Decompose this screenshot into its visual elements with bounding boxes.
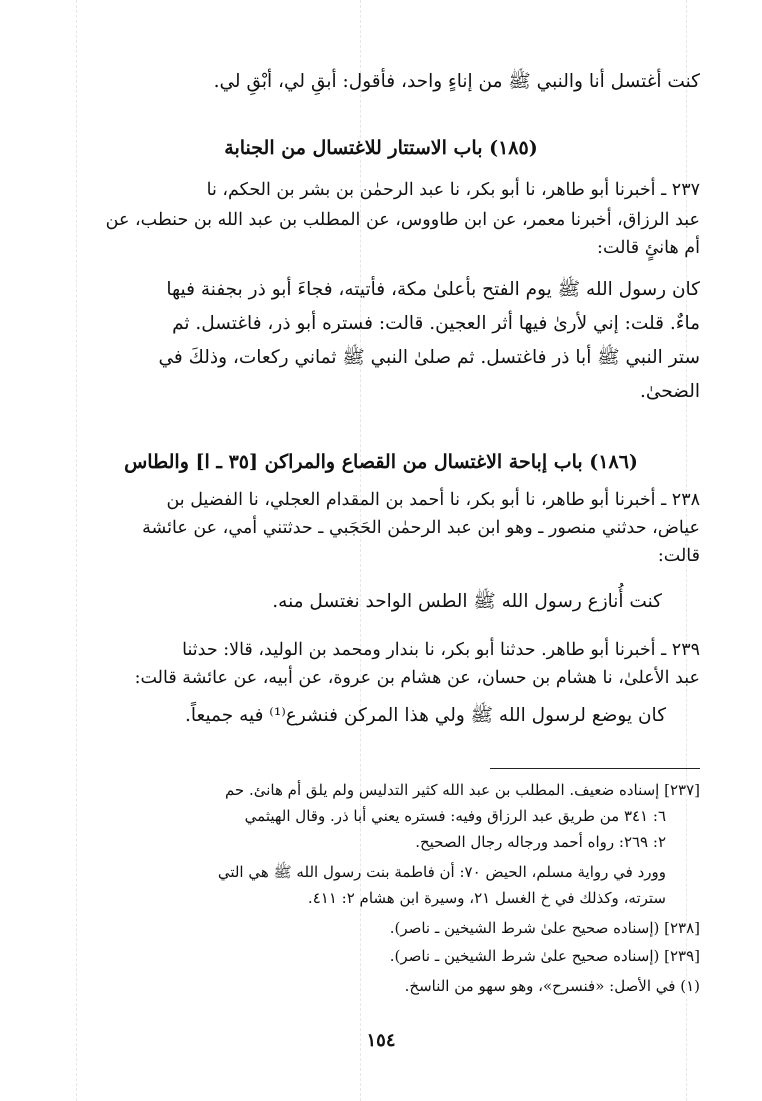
hadith-237-text-line-3: ستر النبي ﷺ أبا ذر فاغتسل. ثم صلىٰ النبي ﷺ ثماني ركعات، وذلكَ في (158, 347, 700, 368)
hadith-238-chain-line-1: ٢٣٨ ـ أخبرنا أبو طاهر، نا أبو بكر، نا أحمد بن المقدام العجلي، نا الفضيل بن (166, 490, 700, 510)
footnote-line: ٢: ٢٦٩: رواه أحمد ورجاله رجال الصحيح. (415, 833, 666, 851)
hadith-237-text-line-4: الضحىٰ. (639, 381, 700, 402)
footnote-line: وورد في رواية مسلم، الحيض ٧٠: أن فاطمة بنت رسول الله ﷺ هي التي (217, 863, 666, 881)
hadith-239-text: كان يوضع لرسول الله ﷺ ولي هذا المركن فنشرع⁽¹⁾ فيه جميعاً. (185, 705, 666, 726)
section-186-heading: (١٨٦) باب إباحة الاغتسال من القصاع والمراكن [٣٥ ـ ا] والطاس (124, 451, 638, 473)
hadith-238-chain-line-2: عياض، حدثني منصور ـ وهو ابن عبد الرحمٰن الحَجَبي ـ حدثتني أمي، عن عائشة (142, 518, 700, 538)
page-number: ١٥٤ (366, 1030, 396, 1051)
hadith-237-text-line-1: كان رسول الله ﷺ يوم الفتح بأعلىٰ مكة، فأتيته، فجاءَ أبو ذر بجفنة فيها (166, 279, 700, 300)
footnote-line: [٢٣٩] (إسناده صحيح علىٰ شرط الشيخين ـ ناصر). (389, 947, 700, 965)
hadith-237-text-line-2: ماءٌ. قلت: إني لأرىٰ فيها أثر العجين. قالت: فستره أبو ذر، فاغتسل. ثم (172, 313, 700, 334)
footnote-line: [٢٣٨] (إسناده صحيح علىٰ شرط الشيخين ـ ناصر). (389, 919, 700, 937)
opening-hadith-line: كنت أغتسل أنا والنبي ﷺ من إناءٍ واحد، فأقول: أبقِ لي، أبْقِ لي. (213, 71, 700, 92)
footnote-line: [٢٣٧] إسناده ضعيف. المطلب بن عبد الله كثير التدليس ولم يلق أم هانئ. حم (224, 781, 700, 799)
hadith-239-chain-line-2: عبد الأعلىٰ، نا هشام بن حسان، عن هشام بن عروة، عن أبيه، عن عائشة قالت: (134, 668, 700, 688)
hadith-238-chain-line-3: قالت: (657, 546, 700, 566)
footnote-line: ٦: ٣٤١ من طريق عبد الرزاق وفيه: فستره يعني أبا ذر. وقال الهيثمي (244, 807, 666, 825)
section-185-heading: (١٨٥) باب الاستتار للاغتسال من الجنابة (224, 137, 538, 159)
hadith-237-chain-line-2: عبد الرزاق، أخبرنا معمر، عن ابن طاووس، عن المطلب بن عبد الله بن حنطب، عن (105, 210, 700, 230)
hadith-238-text: كنت أُنازع رسول الله ﷺ الطس الواحد نغتسل منه. (272, 591, 662, 612)
footnote-line: سترته، وكذلك في خ الغسل ٢١، وسيرة ابن هشام ٢: ٤١١. (307, 889, 666, 907)
footnote-separator (490, 768, 700, 769)
footnote-line: (١) في الأصل: «فنسرح»، وهو سهو من الناسخ. (404, 977, 700, 995)
hadith-239-chain-line-1: ٢٣٩ ـ أخبرنا أبو طاهر. حدثنا أبو بكر، نا بندار ومحمد بن الوليد، قالا: حدثنا (182, 640, 700, 660)
hadith-237-chain-line-3: أم هانئٍ قالت: (597, 238, 700, 258)
hadith-237-chain-line-1: ٢٣٧ ـ أخبرنا أبو طاهر، نا أبو بكر، نا عبد الرحمٰن بن بشر بن الحكم، نا (206, 180, 700, 200)
